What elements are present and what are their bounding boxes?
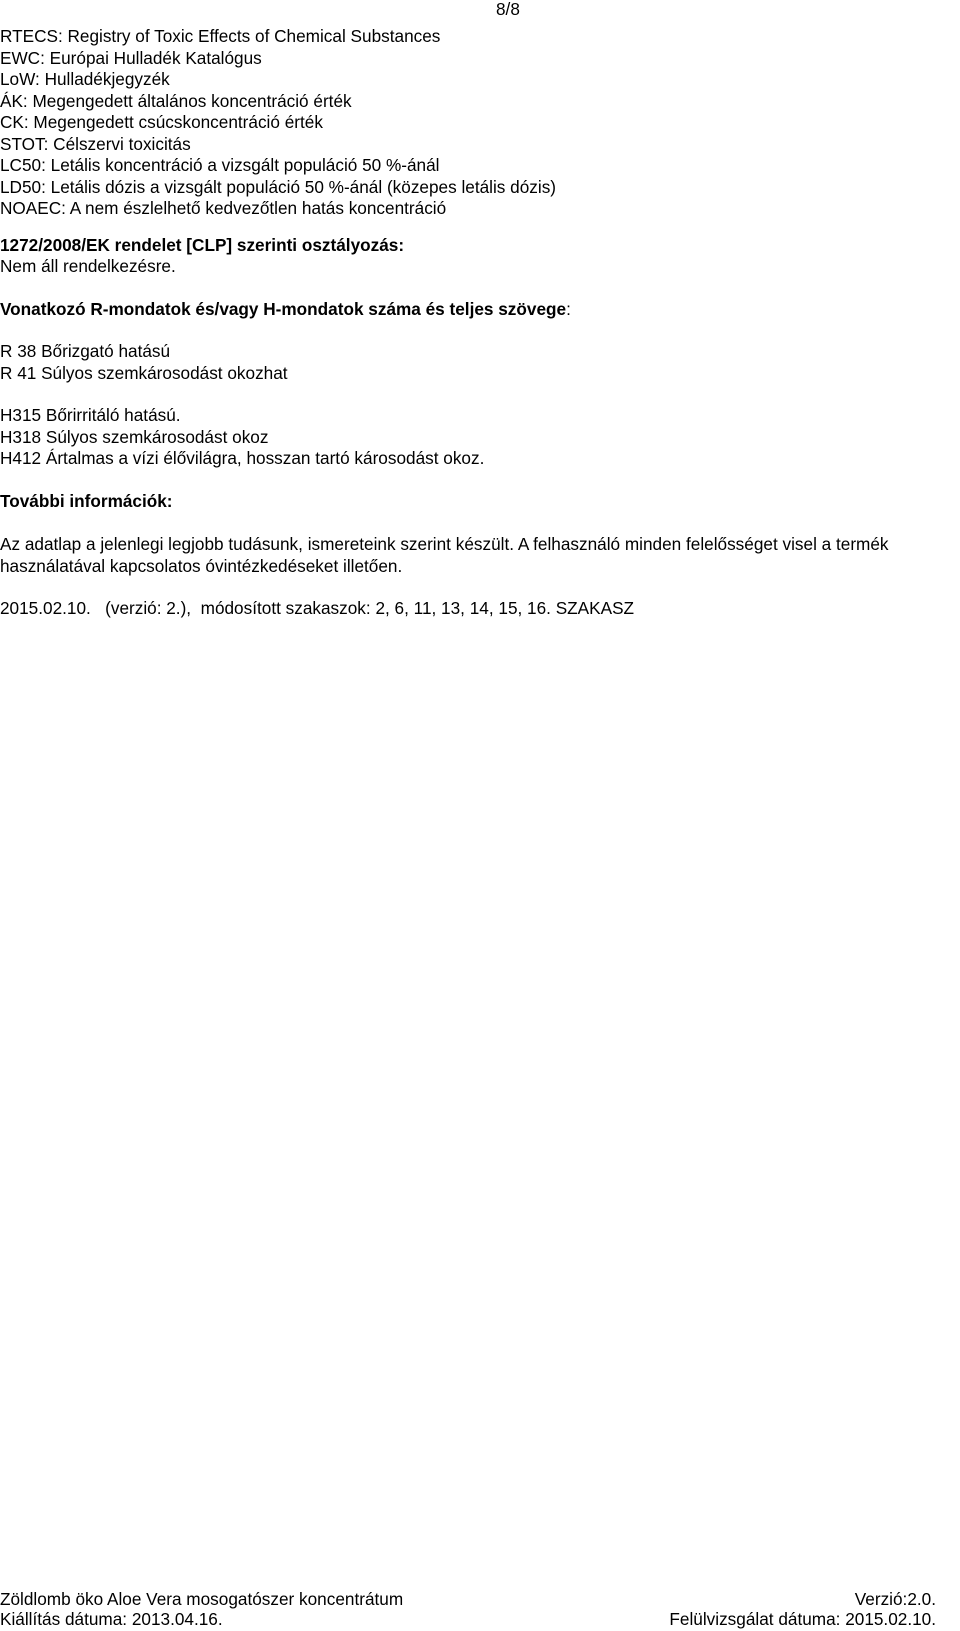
h-phrase: H315 Bőrirritáló hatású.	[0, 405, 181, 425]
abbreviation-item: LC50: Letális koncentráció a vizsgált populáció 50 %-ánál	[0, 155, 440, 175]
phrases-heading-row	[0, 299, 940, 321]
abbreviation-item: LD50: Letális dózis a vizsgált populáció 50 %-ánál (közepes letális dózis)	[0, 176, 557, 197]
h-phrase: H318 Súlyos szemkárosodást okoz	[0, 426, 269, 447]
abbreviation-item: RTECS: Registry of Toxic Effects of Chemical Substances	[0, 26, 441, 46]
page-footer	[0, 1589, 936, 1629]
r-phrase: R 38 Bőrizgató hatású	[0, 341, 171, 361]
h-phrase: H412 Ártalmas a vízi élővilágra, hosszan tartó károsodást okoz.	[0, 448, 485, 468]
clp-section	[0, 235, 940, 278]
phrases-heading-colon: :	[566, 298, 571, 319]
footer-row-product	[0, 1589, 936, 1609]
further-info-text: Az adatlap a jelenlegi legjobb tudásunk, ismereteink szerint készült. A felhasználó minden felelősséget visel a termék használatával kapcsolatos óvintézkedéseket illetően.	[0, 534, 889, 576]
abbreviation-item: CK: Megengedett csúcskoncentráció érték	[0, 112, 323, 132]
abbreviation-item: EWC: Európai Hulladék Katalógus	[0, 47, 262, 68]
abbreviation-list	[0, 26, 940, 220]
h-phrase-list	[0, 405, 940, 470]
footer-product-name: Zöldlomb öko Aloe Vera mosogatószer koncentrátum	[0, 1589, 404, 1609]
abbreviation-item: ÁK: Megengedett általános koncentráció érték	[0, 90, 352, 111]
version-line: 2015.02.10. (verzió: 2.), módosított szakaszok: 2, 6, 11, 13, 14, 15, 16. SZAKASZ	[0, 598, 635, 618]
phrases-heading: Vonatkozó R-mondatok és/vagy H-mondatok száma és teljes szövege	[0, 298, 567, 319]
further-info-heading: További információk:	[0, 490, 173, 511]
phrases-section	[0, 299, 940, 470]
footer-revision-date: Felülvizsgálat dátuma: 2015.02.10.	[669, 1609, 936, 1629]
document-body	[0, 26, 940, 620]
abbreviation-item: NOAEC: A nem észlelhető kedvezőtlen hatás koncentráció	[0, 198, 447, 218]
abbreviation-item: LoW: Hulladékjegyzék	[0, 69, 170, 89]
further-info-section	[0, 491, 940, 620]
r-phrase-list	[0, 341, 940, 384]
abbreviation-item: STOT: Célszervi toxicitás	[0, 133, 191, 154]
clp-heading: 1272/2008/EK rendelet [CLP] szerinti osztályozás:	[0, 234, 405, 255]
footer-row-dates	[0, 1609, 936, 1629]
footer-version: Verzió:2.0.	[854, 1589, 936, 1609]
page-number: 8/8	[496, 0, 520, 19]
footer-issue-date: Kiállítás dátuma: 2013.04.16.	[0, 1609, 223, 1629]
clp-text: Nem áll rendelkezésre.	[0, 256, 176, 276]
r-phrase: R 41 Súlyos szemkárosodást okozhat	[0, 362, 288, 383]
